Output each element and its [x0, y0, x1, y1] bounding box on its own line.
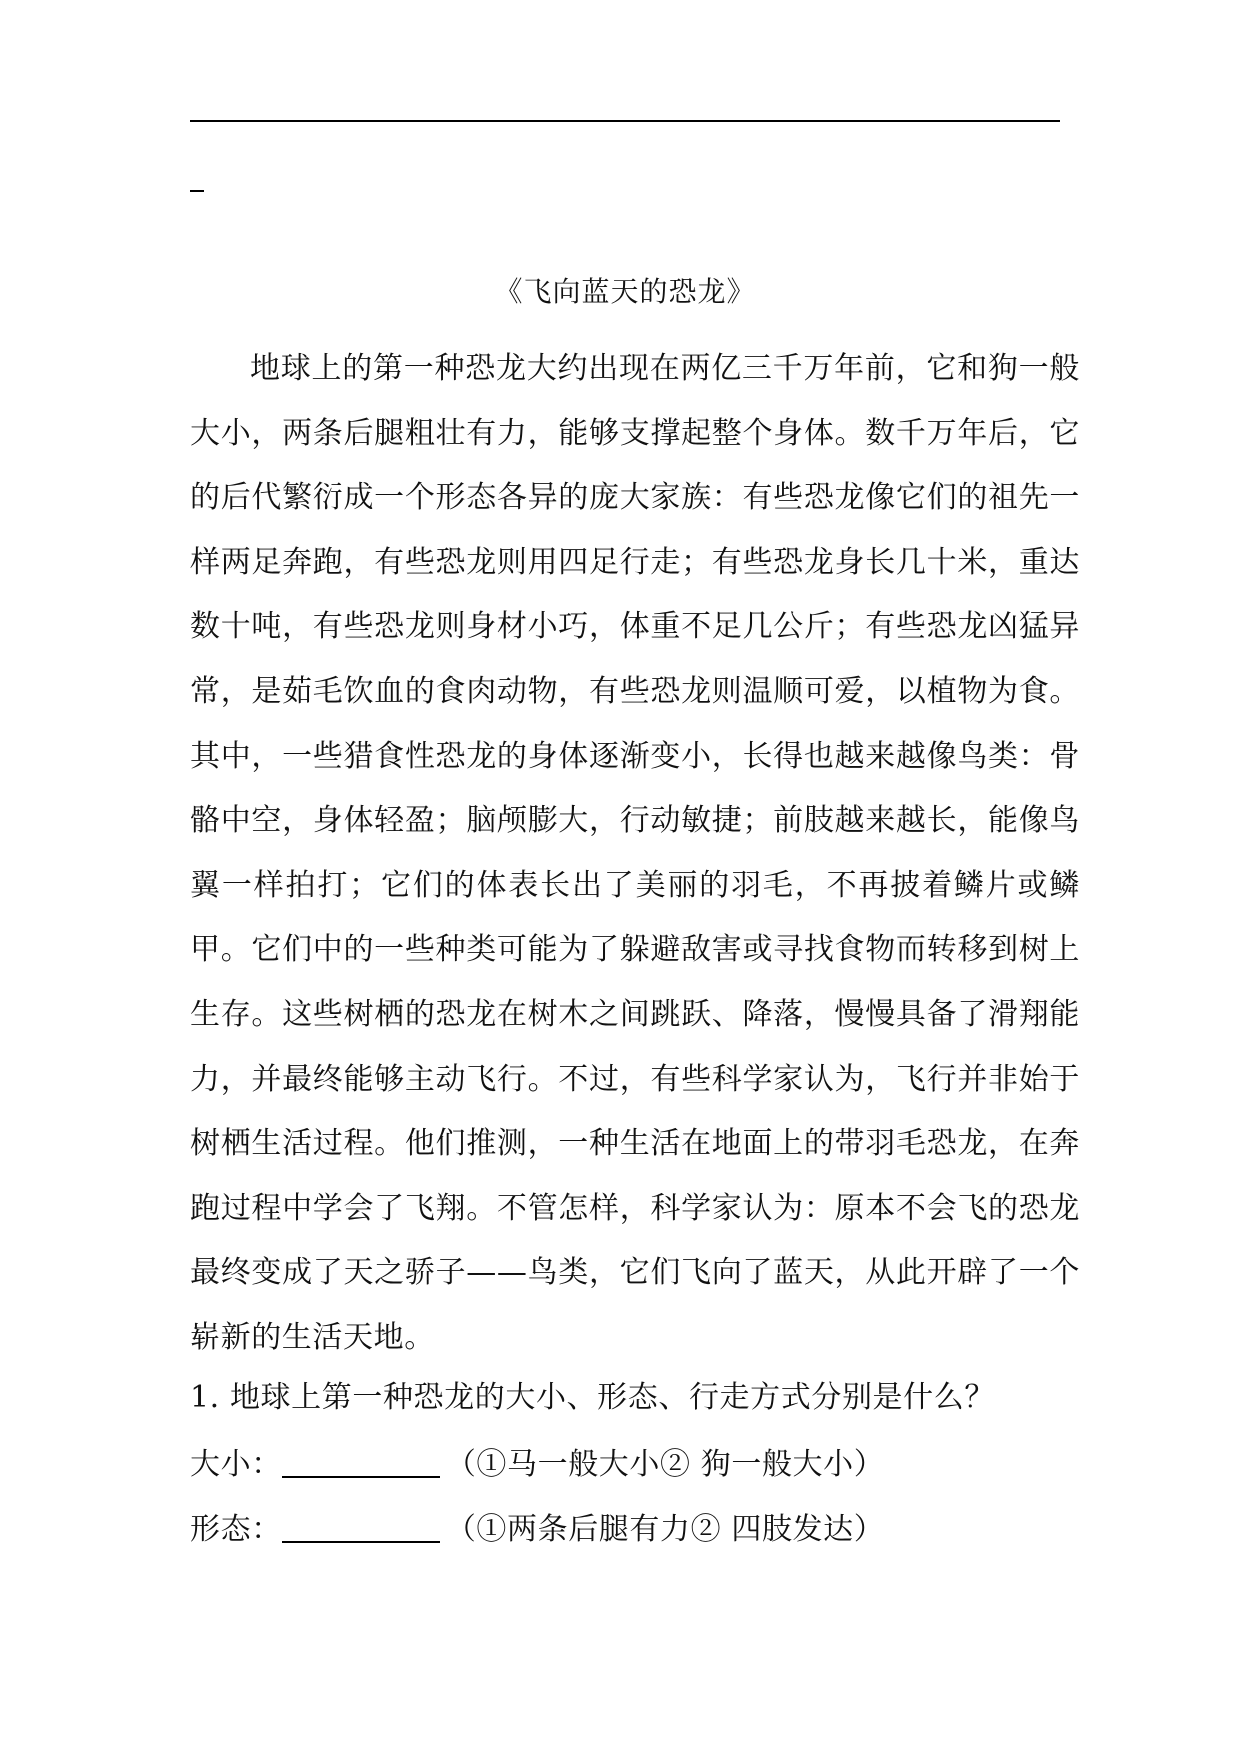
answer-row-size — [190, 1445, 1070, 1485]
shape-options: （①两条后腿有力② 四肢发达） — [445, 1512, 885, 1547]
passage-title: 《飞向蓝天的恐龙》 — [494, 275, 756, 308]
question-1: 1. 地球上第一种恐龙的大小、形态、行走方式分别是什么？ — [190, 1380, 995, 1415]
top-rule — [190, 120, 1060, 122]
underscore-mark — [190, 190, 204, 192]
shape-answer-blank[interactable] — [282, 1511, 440, 1543]
answer-row-shape — [190, 1510, 1070, 1550]
shape-label: 形态： — [190, 1512, 282, 1547]
size-answer-blank[interactable] — [282, 1446, 440, 1478]
size-options: （①马一般大小② 狗一般大小） — [445, 1447, 885, 1482]
size-label: 大小： — [190, 1447, 282, 1482]
passage-text: 地球上的第一种恐龙大约出现在两亿三千万年前，它和狗一般大小，两条后腿粗壮有力，能够支撑起整个身体。数千万年后，它的后代繁衍成一个形态各异的庞大家族：有些恐龙像它们的祖先一样两足奔跑，有些恐龙则用四足行走；有些恐龙身长几十米，重达数十吨，有些恐龙则身材小巧，体重不足几公斤；有些恐龙凶猛异常，是茹毛饮血的食肉动物，有些恐龙则温顺可爱，以植物为食。其中，一些猎食性恐龙的身体逐渐变小，长得也越来越像鸟类：骨骼中空，身体轻盈；脑颅膨大，行动敏捷；前肢越来越长，能像鸟翼一样拍打；它们的体表长出了美丽的羽毛，不再披着鳞片或鳞甲。它们中的一些种类可能为了躲避敌害或寻找食物而转移到树上生存。这些树栖的恐龙在树木之间跳跃、降落，慢慢具备了滑翔能力，并最终能够主动飞行。不过，有些科学家认为，飞行并非始于树栖生活过程。他们推测，一种生活在地面上的带羽毛恐龙，在奔跑过程中学会了飞翔。不管怎样，科学家认为：原本不会飞的恐龙最终变成了天之骄子——鸟类，它们飞向了蓝天，从此开辟了一个崭新的生活天地。 — [190, 351, 1080, 1355]
